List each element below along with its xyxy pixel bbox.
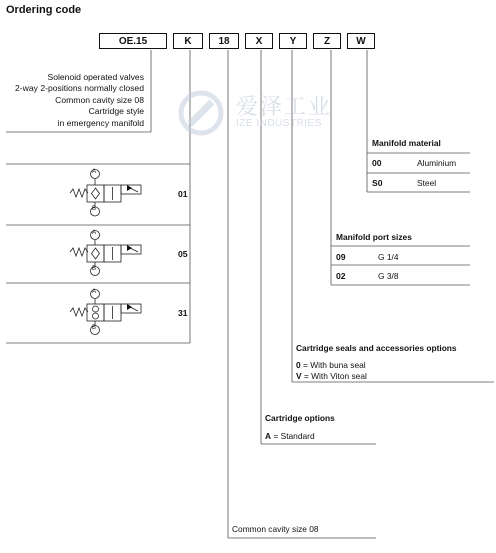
port-a-label: A bbox=[92, 289, 97, 295]
cartridge-option-text: = Standard bbox=[273, 431, 315, 441]
watermark-logo-icon bbox=[176, 88, 226, 138]
cavity-footer: Common cavity size 08 bbox=[232, 524, 319, 534]
port-sizes-heading: Manifold port sizes bbox=[336, 232, 412, 242]
code-field-w: W bbox=[347, 33, 375, 49]
material-value: Steel bbox=[417, 178, 437, 188]
cartridge-option-code: A bbox=[265, 431, 272, 441]
valve-symbol-31 bbox=[0, 284, 190, 342]
description-block bbox=[15, 72, 144, 129]
description-line: in emergency manifold bbox=[57, 117, 144, 128]
port-a-label: A bbox=[92, 230, 97, 236]
description-line: 2-way 2-positions normally closed bbox=[15, 83, 144, 94]
material-value: Aluminium bbox=[417, 158, 457, 168]
description-line: Solenoid operated valves bbox=[47, 72, 144, 82]
code-field-y: Y bbox=[279, 33, 307, 49]
code-field-k: K bbox=[173, 33, 203, 49]
watermark-en: IZE INDUSTRIES bbox=[236, 118, 322, 129]
material-code: 00 bbox=[372, 158, 382, 168]
port-b-label: B bbox=[92, 325, 97, 331]
valve-code: 05 bbox=[178, 249, 188, 259]
code-field-18: 18 bbox=[209, 33, 239, 49]
valve-symbol-01 bbox=[0, 164, 190, 224]
seal-option-text: = With Viton seal bbox=[303, 371, 367, 381]
port-size-code: 02 bbox=[336, 271, 346, 281]
watermark bbox=[176, 88, 366, 136]
port-b-label: B bbox=[92, 206, 97, 212]
description-line: Cartridge style bbox=[88, 106, 144, 117]
port-b-label: B bbox=[92, 266, 97, 272]
seal-option-text: = With buna seal bbox=[303, 360, 366, 370]
port-size-value: G 3/8 bbox=[378, 271, 399, 281]
code-field-model: OE.15 bbox=[99, 33, 167, 49]
valve-symbol-05 bbox=[0, 225, 190, 283]
ordering-code-row bbox=[99, 33, 381, 49]
seal-option-code: 0 bbox=[296, 360, 301, 370]
seal-option-code: V bbox=[296, 371, 302, 381]
seal-options-heading: Cartridge seals and accessories options bbox=[296, 343, 457, 353]
cartridge-options-heading: Cartridge options bbox=[265, 413, 335, 423]
valve-code: 31 bbox=[178, 308, 188, 318]
code-field-x: X bbox=[245, 33, 273, 49]
material-code: S0 bbox=[372, 178, 383, 188]
watermark-cn: 爱泽工业 bbox=[236, 94, 333, 119]
page-title: Ordering code bbox=[6, 4, 82, 16]
description-line: Common cavity size 08 bbox=[55, 94, 144, 105]
manifold-material-heading: Manifold material bbox=[372, 138, 441, 148]
seal-option-row bbox=[296, 360, 366, 370]
port-a-label: A bbox=[92, 169, 97, 175]
cartridge-option-row bbox=[265, 431, 315, 441]
valve-code: 01 bbox=[178, 189, 188, 199]
code-field-z: Z bbox=[313, 33, 341, 49]
seal-option-row bbox=[296, 371, 367, 381]
port-size-value: G 1/4 bbox=[378, 252, 399, 262]
port-size-code: 09 bbox=[336, 252, 346, 262]
